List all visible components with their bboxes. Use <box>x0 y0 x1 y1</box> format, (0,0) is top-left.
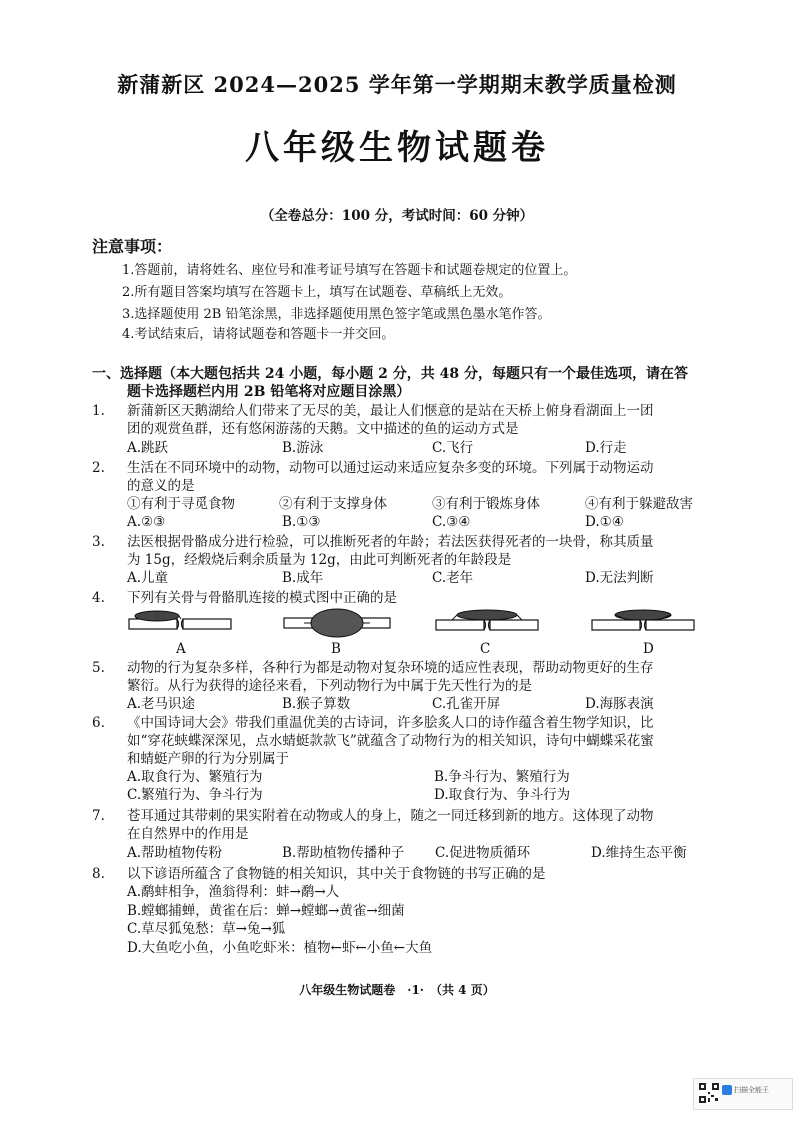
option-a: A.老马识途 <box>127 696 196 712</box>
option-b: B.成年 <box>282 570 324 586</box>
bone-muscle-diagram-a <box>125 608 235 640</box>
exam-title: 八年级生物试题卷 <box>245 128 549 168</box>
option-c: C.草尽狐兔愁：草→兔→狐 <box>127 921 286 937</box>
sub-item: ③有利于锻炼身体 <box>432 496 540 512</box>
question-text: 的意义的是 <box>127 478 195 494</box>
question-number: 4. <box>92 590 105 606</box>
exam-header-school-line: 新蒲新区 2024—2025 学年第一学期期末教学质量检测 <box>117 72 677 97</box>
sub-item: ②有利于支撑身体 <box>279 496 387 512</box>
option-b: B.游泳 <box>282 440 324 456</box>
question-text: 动物的行为复杂多样，各种行为都是动物对复杂环境的适应性表现，帮助动物更好的生存 <box>127 660 654 676</box>
question-number: 3. <box>92 534 105 550</box>
question-text: 团的观赏鱼群，还有悠闲游荡的天鹅。文中描述的鱼的运动方式是 <box>127 421 519 437</box>
option-c: C.③④ <box>432 514 471 530</box>
question-number: 8. <box>92 866 105 882</box>
bone-muscle-diagram-d <box>588 606 698 640</box>
question-text: 繁衍。从行为获得的途径来看，下列动物行为中属于先天性行为的是 <box>127 678 532 694</box>
note-item: 2.所有题目答案均填写在答题卡上，填写在试题卷、草稿纸上无效。 <box>122 285 512 300</box>
diagram-label-c: C <box>480 641 491 657</box>
option-d: D.取食行为、争斗行为 <box>434 787 571 803</box>
option-a: A.跳跃 <box>127 440 169 456</box>
option-b: B.螳螂捕蝉，黄雀在后：蝉→螳螂→黄雀→细菌 <box>127 903 405 919</box>
question-text: 法医根据骨骼成分进行检验，可以推断死者的年龄；若法医获得死者的一块骨，称其质量 <box>127 534 654 550</box>
question-text: 为 15g，经煅烧后剩余质量为 12g，由此可判断死者的年龄段是 <box>127 552 512 568</box>
question-number: 7. <box>92 808 105 824</box>
note-item: 1.答题前，请将姓名、座位号和准考证号填写在答题卡和试题卷规定的位置上。 <box>122 263 577 278</box>
section-heading-line1: 一、选择题（本大题包括共 24 小题，每小题 2 分，共 48 分，每题只有一个最佳选项，请在答 <box>92 366 688 382</box>
question-number: 2. <box>92 460 105 476</box>
question-text: 下列有关骨与骨骼肌连接的模式图中正确的是 <box>127 590 397 606</box>
question-number: 1. <box>92 403 105 419</box>
option-b: B.猴子算数 <box>282 696 351 712</box>
note-item: 3.选择题使用 2B 铅笔涂黑，非选择题使用黑色签字笔或黑色墨水笔作答。 <box>122 307 551 322</box>
option-d: D.无法判断 <box>585 570 654 586</box>
option-a: A.鹬蚌相争，渔翁得利：蚌→鹬→人 <box>127 884 340 900</box>
question-text: 生活在不同环境中的动物，动物可以通过运动来适应复杂多变的环境。下列属于动物运动 <box>127 460 654 476</box>
option-a: A.儿童 <box>127 570 169 586</box>
notes-heading: 注意事项： <box>92 237 173 256</box>
question-text: 新蒲新区天鹅湖给人们带来了无尽的美，最让人们惬意的是站在天桥上俯身看湖面上一团 <box>127 403 654 419</box>
question-text: 如“穿花蛱蝶深深见，点水蜻蜓款款飞”就蕴含了动物行为的相关知识，诗句中蝴蝶采花蜜 <box>127 733 654 749</box>
option-d: D.①④ <box>585 514 624 530</box>
section-heading-line2: 题卡选择题栏内用 2B 铅笔将对应题目涂黑） <box>127 384 411 400</box>
question-text: 《中国诗词大会》带我们重温优美的古诗词，许多脍炙人口的诗作蕴含着生物学知识，比 <box>127 715 654 731</box>
option-d: D.大鱼吃小鱼，小鱼吃虾米：植物←虾←小鱼←大鱼 <box>127 940 433 956</box>
question-number: 5. <box>92 660 105 676</box>
option-c: C.繁殖行为、争斗行为 <box>127 787 263 803</box>
option-d: D.维持生态平衡 <box>591 845 687 861</box>
qr-code-icon <box>698 1082 720 1104</box>
scanner-logo-icon <box>722 1085 732 1095</box>
bone-muscle-diagram-c <box>432 606 542 640</box>
diagram-label-b: B <box>331 641 341 657</box>
diagram-label-d: D <box>643 641 654 657</box>
question-text: 和蜻蜓产卵的行为分别属于 <box>127 751 289 767</box>
scanner-watermark <box>693 1078 793 1110</box>
exam-meta: （全卷总分：100 分，考试时间：60 分钟） <box>260 208 534 224</box>
option-d: D.海豚表演 <box>585 696 654 712</box>
sub-item: ④有利于躲避敌害 <box>585 496 693 512</box>
question-text: 苍耳通过其带刺的果实附着在动物或人的身上，随之一同迁移到新的地方。这体现了动物 <box>127 808 654 824</box>
option-b: B.帮助植物传播种子 <box>282 845 405 861</box>
option-c: C.老年 <box>432 570 474 586</box>
page-footer: 八年级生物试题卷 ·1· （共 4 页） <box>299 983 495 997</box>
option-a: A.帮助植物传粉 <box>127 845 223 861</box>
sub-item: ①有利于寻觅食物 <box>127 496 235 512</box>
option-c: C.促进物质循环 <box>435 845 531 861</box>
question-number: 6. <box>92 715 105 731</box>
question-text: 以下谚语所蕴含了食物链的相关知识，其中关于食物链的书写正确的是 <box>127 866 546 882</box>
option-b: B.争斗行为、繁殖行为 <box>434 769 570 785</box>
option-a: A.取食行为、繁殖行为 <box>127 769 263 785</box>
question-text: 在自然界中的作用是 <box>127 826 249 842</box>
bone-muscle-diagram-b <box>280 604 395 642</box>
option-c: C.孔雀开屏 <box>432 696 501 712</box>
note-item: 4.考试结束后，请将试题卷和答题卡一并交回。 <box>122 327 395 342</box>
diagram-label-a: A <box>176 641 186 657</box>
option-c: C.飞行 <box>432 440 474 456</box>
option-d: D.行走 <box>585 440 627 456</box>
option-a: A.②③ <box>127 514 166 530</box>
option-b: B.①③ <box>282 514 321 530</box>
scanner-app-name: 扫描全能王 <box>734 1086 769 1094</box>
